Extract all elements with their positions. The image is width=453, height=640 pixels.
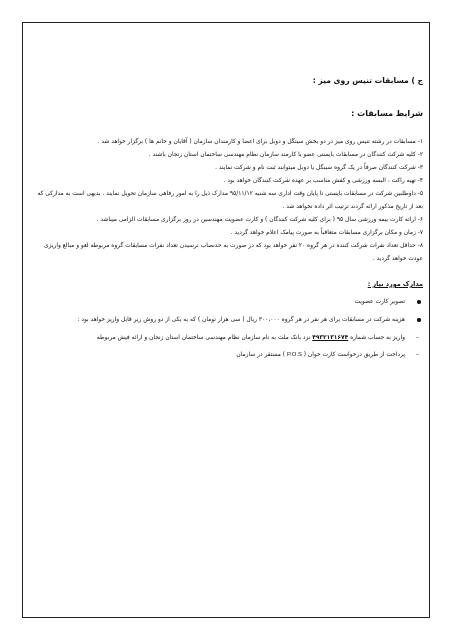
condition-item-1: ۱- مسابقات در رشته تنیس روی میز در دو بخش سینگل و دوبل برای اعضا و کارمندان سازمان ( آقایان و خانم ها ) برگزار خواهد شد . xyxy=(97,139,423,145)
condition-item-2: ۲- کلیه شرکت کنندگان در مسابقات بایستی عضو یا کارمند سازمان نظام مهندسی ساختمان استان زنجان باشند . xyxy=(148,152,423,158)
payment-method-1 xyxy=(30,332,405,345)
required-doc-item: هزینه شرکت در مسابقات برای هر نفر در هر گروه ۳۰۰،۰۰۰ ریال ( سی هزار تومان ) که به یکی از دو روش زیر قابل واریز خواهد بود : xyxy=(30,314,409,327)
section-heading: ج ) مسابقات تنیس روی میز : xyxy=(312,76,423,85)
payment-method-2-suffix: ) مستقر در سازمان xyxy=(236,352,286,358)
condition-item-4: ۴- تهیه راکت ، البسه ورزشی و کفش مناسب بر عهده شرکت کنندگان خواهد بود . xyxy=(223,178,423,184)
condition-item-3: ۳- شرکت کنندگان صرفاً در یک گروه سینگل یا دوبل میتوانند ثبت نام و شرکت نمایند . xyxy=(215,165,423,171)
required-docs-list xyxy=(30,296,423,327)
condition-item-8: ۸- حداقل تعداد نفرات شرکت کننده در هر گروه ۲۰ نفر خواهد بود که در صورت به حدنصاب نرسیدن تعداد نفرات مسابقات گروه مربوطه لغو و مبالغ واریزی عودت خواهد گردید . xyxy=(43,243,423,262)
condition-item-5: ۵- داوطلبین شرکت در مسابقات بایستی تا پایان وقت اداری سه شنبه ۹۵/۱۱/۱۲ مدارک ذیل را به امور رفاهی سازمان تحویل نمایند . بدیهی است به مدارکی که بعد از تاریخ مذکور ارائه گردند ترتیب اثر داده نخواهد شد . xyxy=(37,191,423,210)
payment-method-2-prefix: پرداخت از طریق درخواست کارت خوان ( xyxy=(303,352,405,358)
payment-method-2 xyxy=(30,349,405,362)
conditions-list xyxy=(30,136,423,266)
pos-label: P.O.S xyxy=(286,352,302,358)
condition-item-7: ۷- زمان و مکان برگزاری مسابقات متعاقباً به صورت پیامک اعلام خواهد گردید . xyxy=(230,230,423,236)
conditions-heading: شرایط مسابقات : xyxy=(351,109,423,118)
payment-methods-list xyxy=(30,332,423,362)
required-doc-item: تصویر کارت عضویت xyxy=(30,296,409,309)
account-number: ۴۹۳۲۱۳۱۶۷۴ xyxy=(312,335,349,341)
payment-method-1-prefix: واریز به حساب شماره xyxy=(350,335,405,341)
condition-item-6: ۶- ارائه کارت بیمه ورزشی سال ۹۵ ( برای کلیه شرکت کنندگان ) و کارت عضویت مهندسین در روز برگزاری مسابقات الزامی میباشد . xyxy=(96,217,423,223)
payment-method-1-suffix: نزد بانک ملت به نام سازمان نظام مهندسی ساختمان استان زنجان و ارائه فیش مربوطه xyxy=(96,335,311,341)
required-docs-heading: مدارک مورد نیاز : xyxy=(367,280,423,288)
document-body xyxy=(30,76,423,366)
